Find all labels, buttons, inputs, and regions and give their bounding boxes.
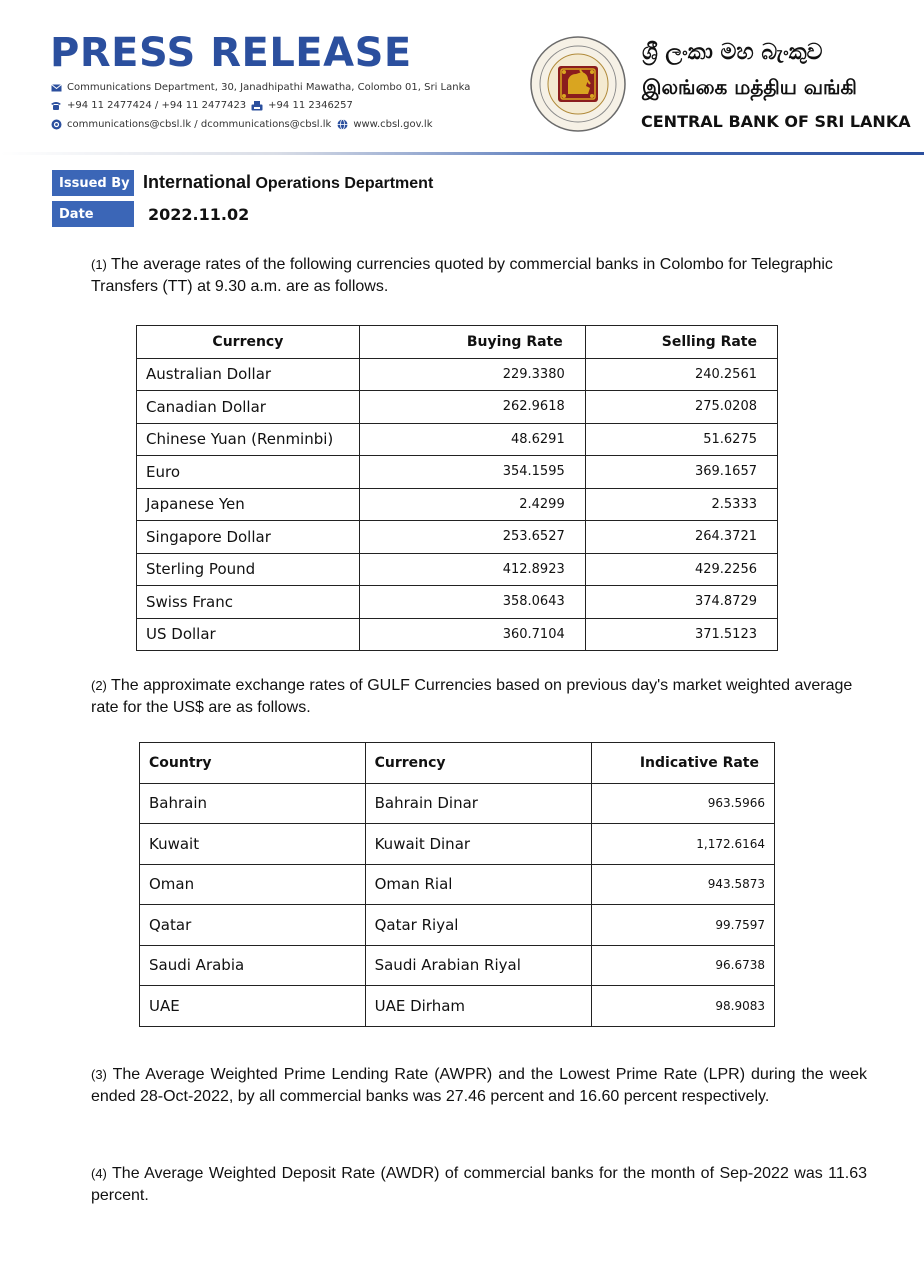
currency-cell: Sterling Pound: [137, 553, 360, 586]
press-release-title: PRESS RELEASE: [50, 30, 412, 76]
indicative-rate-cell: 1,172.6164: [592, 824, 775, 865]
selling-rate-cell: 429.2256: [585, 553, 777, 586]
buying-rate-cell: 262.9618: [359, 391, 585, 424]
section-3-number: (3): [91, 1067, 107, 1082]
table-row: [140, 986, 775, 1027]
currency-cell: Canadian Dollar: [137, 391, 360, 424]
table-row: [140, 945, 775, 986]
buying-rate-cell: 358.0643: [359, 586, 585, 619]
header-currency: Currency: [365, 743, 592, 784]
indicative-rate-cell: 96.6738: [592, 945, 775, 986]
selling-rate-cell: 275.0208: [585, 391, 777, 424]
indicative-rate-cell: 963.5966: [592, 783, 775, 824]
section-3-text: [91, 1064, 867, 1108]
currency-cell: Singapore Dollar: [137, 521, 360, 554]
globe-icon: [336, 120, 348, 130]
table-row: [137, 586, 778, 619]
phone-text: +94 11 2477424 / +94 11 2477423: [67, 100, 247, 111]
currency-cell: Oman Rial: [365, 864, 592, 905]
section-1-number: (1): [91, 257, 107, 272]
currency-cell: Japanese Yen: [137, 488, 360, 521]
issued-by-value-part2: Operations Department: [251, 175, 434, 192]
table-row: [140, 824, 775, 865]
currency-cell: Chinese Yuan (Renminbi): [137, 423, 360, 456]
buying-rate-cell: 253.6527: [359, 521, 585, 554]
country-cell: Bahrain: [140, 783, 366, 824]
table-row: [137, 618, 778, 651]
section-2-body: The approximate exchange rates of GULF Currencies based on previous day's market weighted average rate for the US$ are as follows.: [91, 677, 853, 716]
table-row: [140, 905, 775, 946]
date-label: Date: [52, 201, 134, 227]
email-text[interactable]: communications@cbsl.lk / dcommunications@cbsl.lk: [67, 119, 332, 130]
gulf-rates-table: [139, 742, 775, 1027]
at-sign-icon: [50, 120, 62, 130]
currency-cell: Qatar Riyal: [365, 905, 592, 946]
country-cell: UAE: [140, 986, 366, 1027]
currency-cell: Bahrain Dinar: [365, 783, 592, 824]
table-row: [140, 783, 775, 824]
currency-cell: Euro: [137, 456, 360, 489]
country-cell: Oman: [140, 864, 366, 905]
table-header-row: [140, 743, 775, 784]
table-row: [137, 391, 778, 424]
header-selling-rate: Selling Rate: [585, 326, 777, 359]
table-header-row: [137, 326, 778, 359]
section-2-text: [91, 675, 867, 719]
section-4-number: (4): [91, 1166, 107, 1181]
country-cell: Qatar: [140, 905, 366, 946]
table-row: [137, 456, 778, 489]
section-2-number: (2): [91, 678, 107, 693]
contact-address: [50, 82, 470, 93]
buying-rate-cell: 354.1595: [359, 456, 585, 489]
letterhead: [0, 0, 924, 160]
selling-rate-cell: 369.1657: [585, 456, 777, 489]
section-4-body: The Average Weighted Deposit Rate (AWDR) of commercial banks for the month of Sep-2022 was 11.63 percent.: [91, 1165, 868, 1204]
bank-name-english: CENTRAL BANK OF SRI LANKA: [641, 112, 911, 131]
country-cell: Kuwait: [140, 824, 366, 865]
selling-rate-cell: 240.2561: [585, 358, 777, 391]
section-1-body: The average rates of the following currencies quoted by commercial banks in Colombo for Telegraphic Transfers (TT) at 9.30 a.m. are as follows.: [91, 256, 833, 295]
header-currency: Currency: [137, 326, 360, 359]
indicative-rate-cell: 943.5873: [592, 864, 775, 905]
issued-by-value-part1: International: [143, 172, 252, 192]
date-value: 2022.11.02: [148, 205, 250, 224]
table-row: [137, 488, 778, 521]
selling-rate-cell: 2.5333: [585, 488, 777, 521]
section-3-body: The Average Weighted Prime Lending Rate (AWPR) and the Lowest Prime Rate (LPR) during the week ended 28-Oct-2022, by all commercial banks was 27.46 percent and 16.60 percent respectively.: [91, 1066, 868, 1105]
address-text: Communications Department, 30, Janadhipathi Mawatha, Colombo 01, Sri Lanka: [67, 82, 471, 93]
selling-rate-cell: 371.5123: [585, 618, 777, 651]
issued-by-label: Issued By: [52, 170, 134, 196]
buying-rate-cell: 412.8923: [359, 553, 585, 586]
table-row: [137, 521, 778, 554]
currency-cell: Saudi Arabian Riyal: [365, 945, 592, 986]
contact-email-web: [50, 119, 433, 130]
phone-icon: [50, 101, 62, 111]
header-divider: [0, 152, 924, 155]
contact-phone-fax: [50, 100, 353, 111]
bank-name-tamil: இலங்கை மத்திய வங்கி: [642, 75, 857, 99]
buying-rate-cell: 2.4299: [359, 488, 585, 521]
selling-rate-cell: 51.6275: [585, 423, 777, 456]
fax-text: +94 11 2346257: [268, 100, 353, 111]
header-country: Country: [140, 743, 366, 784]
selling-rate-cell: 264.3721: [585, 521, 777, 554]
section-4-text: [91, 1163, 867, 1207]
currency-cell: UAE Dirham: [365, 986, 592, 1027]
indicative-rate-cell: 99.7597: [592, 905, 775, 946]
fax-icon: [251, 101, 263, 111]
header-buying-rate: Buying Rate: [359, 326, 585, 359]
website-text[interactable]: www.cbsl.gov.lk: [353, 119, 433, 130]
section-1-text: [91, 254, 867, 298]
table-row: [137, 423, 778, 456]
tt-rates-table: [136, 325, 778, 651]
central-bank-seal-icon: [530, 36, 626, 132]
issued-by-value: [143, 172, 433, 193]
country-cell: Saudi Arabia: [140, 945, 366, 986]
currency-cell: Kuwait Dinar: [365, 824, 592, 865]
buying-rate-cell: 229.3380: [359, 358, 585, 391]
table-row: [140, 864, 775, 905]
buying-rate-cell: 360.7104: [359, 618, 585, 651]
table-row: [137, 553, 778, 586]
currency-cell: Australian Dollar: [137, 358, 360, 391]
table-row: [137, 358, 778, 391]
header-indicative-rate: Indicative Rate: [592, 743, 775, 784]
envelope-icon: [50, 83, 62, 93]
currency-cell: US Dollar: [137, 618, 360, 651]
currency-cell: Swiss Franc: [137, 586, 360, 619]
buying-rate-cell: 48.6291: [359, 423, 585, 456]
selling-rate-cell: 374.8729: [585, 586, 777, 619]
indicative-rate-cell: 98.9083: [592, 986, 775, 1027]
bank-name-sinhala: ශ්‍රී ලංකා මහ බැංකුව: [642, 40, 823, 65]
